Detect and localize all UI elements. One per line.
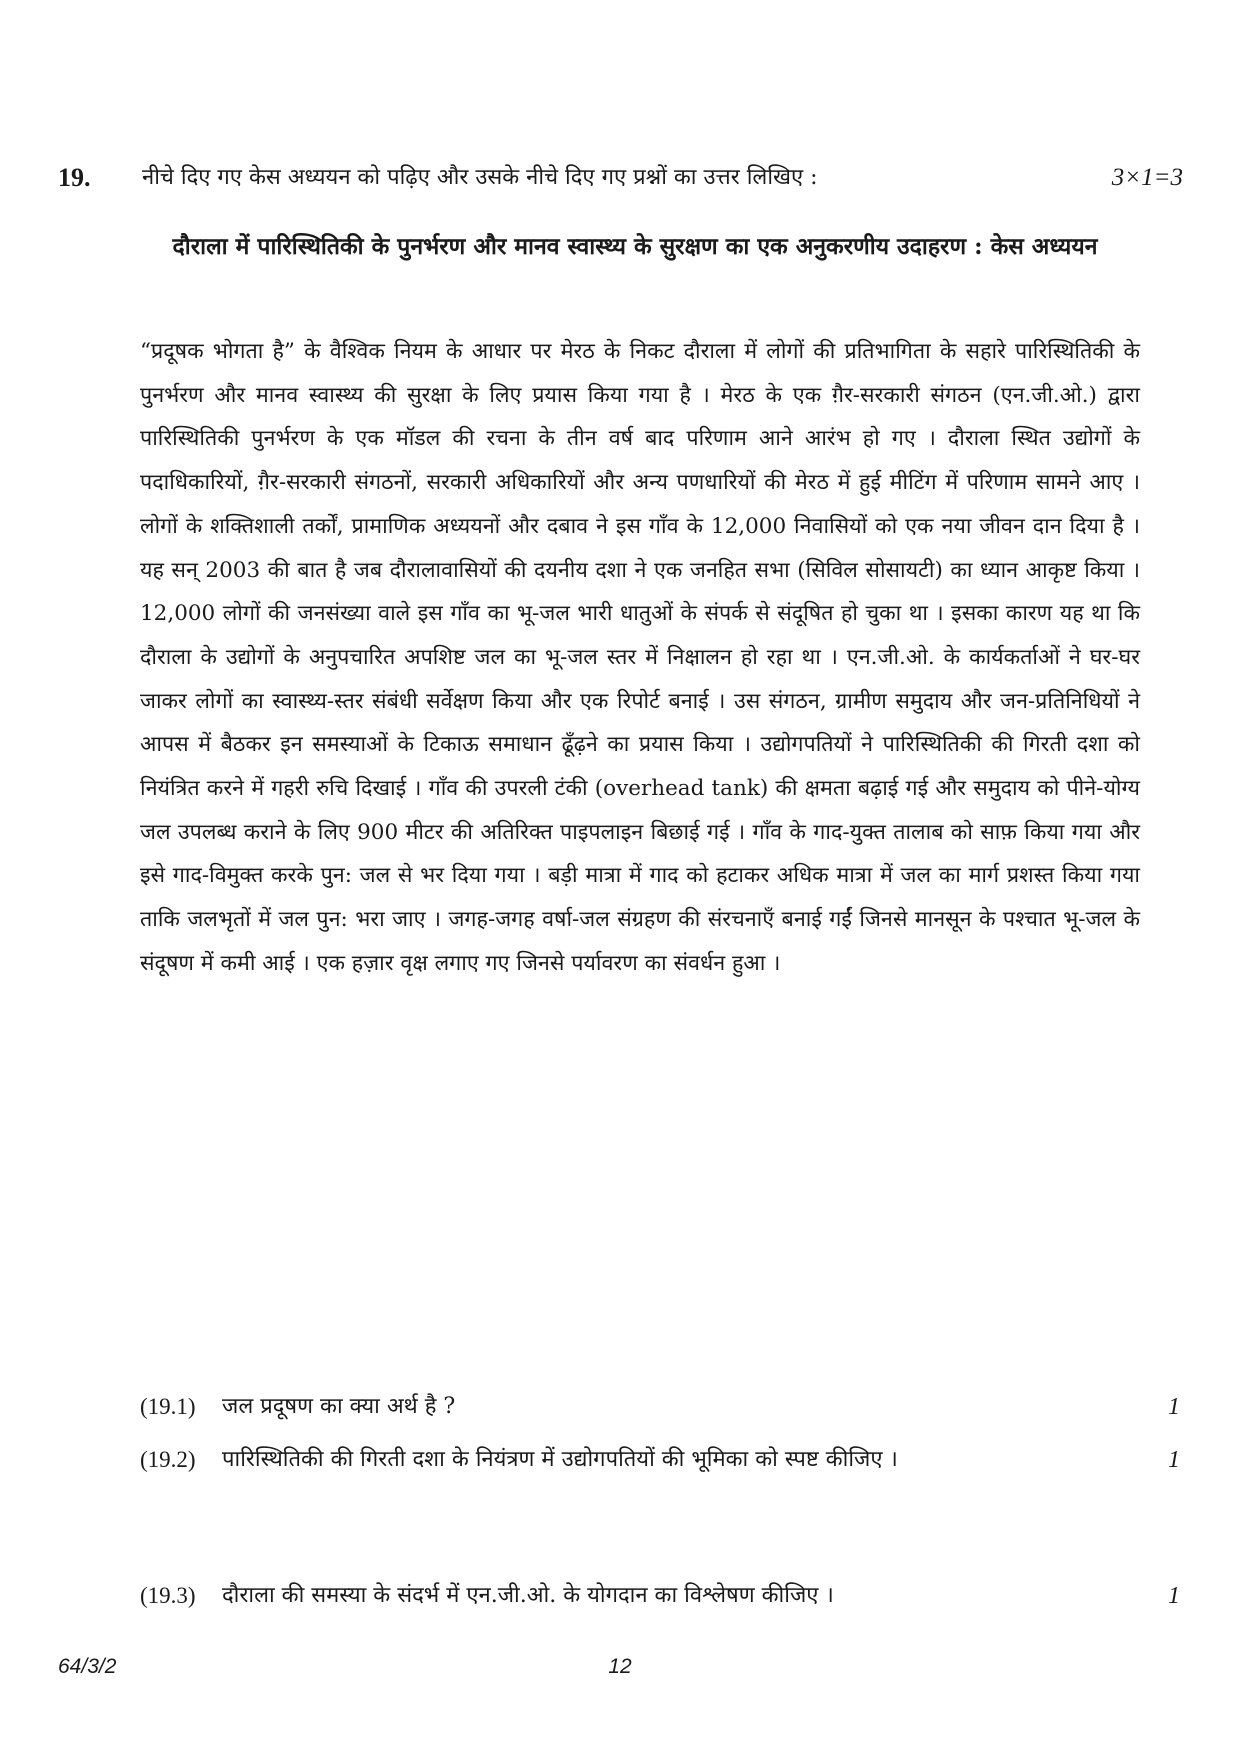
sub-question-number: (19.1): [140, 1394, 196, 1419]
sub-question-2: [140, 1438, 1180, 1482]
paper-code: 64/3/2: [58, 1655, 117, 1678]
sub-question-marks: 1: [1168, 1583, 1180, 1609]
sub-question-1: [140, 1385, 1180, 1429]
sub-question-marks: 1: [1168, 1447, 1180, 1473]
sub-question-marks: 1: [1168, 1394, 1180, 1420]
sub-question-number: (19.3): [140, 1583, 196, 1608]
sub-question-text: दौराला की समस्या के संदर्भ में एन.जी.ओ. के योगदान का विश्लेषण कीजिए ।: [222, 1583, 834, 1608]
sub-question-number: (19.2): [140, 1447, 196, 1472]
question-instruction: नीचे दिए गए केस अध्ययन को पढ़िए और उसके नीचे दिए गए प्रश्नों का उत्तर लिखिए :: [142, 165, 818, 190]
case-study-title: दौराला में पारिस्थितिकी के पुनर्भरण और मानव स्वास्थ्य के सुरक्षण का एक अनुकरणीय उदाहरण : केस अध्ययन: [172, 233, 1098, 260]
case-study-body: “प्रदूषक भोगता है” के वैश्विक नियम के आधार पर मेरठ के निकट दौराला में लोगों की प्रतिभागिता के सहारे पारिस्थितिकी के पुनर्भरण और मानव स्वास्थ्य की सुरक्षा के लिए प्रयास किया गया है । मेरठ के एक ग़ैर-सरकारी संगठन (एन.जी.ओ.) द्वारा पारिस्थितिकी पुनर्भरण के एक मॉडल की रचना के तीन वर्ष बाद परिणाम आने आरंभ हो गए । दौराला स्थित उद्योगों के पदाधिकारियों, ग़ैर-सरकारी संगठनों, सरकारी अधिकारियों और अन्य पणधारियों की मेरठ में हुई मीटिंग में परिणाम सामने आए । लोगों के शक्तिशाली तर्कों, प्रामाणिक अध्ययनों और दबाव ने इस गाँव के 12,000 निवासियों को एक नया जीवन दान दिया है । यह सन् 2003 की बात है जब दौरालावासियों की दयनीय दशा ने एक जनहित सभा (सिविल सोसायटी) का ध्यान आकृष्ट किया । 12,000 लोगों की जनसंख्या वाले इस गाँव का भू-जल भारी धातुओं के संपर्क से संदूषित हो चुका था । इसका कारण यह था कि दौराला के उद्योगों के अनुपचारित अपशिष्ट जल का भू-जल स्तर में निक्षालन हो रहा था । एन.जी.ओ. के कार्यकर्ताओं ने घर-घर जाकर लोगों का स्वास्थ्य-स्तर संबंधी सर्वेक्षण किया और एक रिपोर्ट बनाई । उस संगठन, ग्रामीण समुदाय और जन-प्रतिनिधियों ने आपस में बैठकर इन समस्याओं के टिकाऊ समाधान ढूँढ़ने का प्रयास किया । उद्योगपतियों ने पारिस्थितिकी की गिरती दशा को नियंत्रित करने में गहरी रुचि दिखाई । गाँव की उपरली टंकी (overhead tank) की क्षमता बढ़ाई गई और समुदाय को पीने-योग्य जल उपलब्ध कराने के लिए 900 मीटर की अतिरिक्त पाइपलाइन बिछाई गई । गाँव के गाद-युक्त तालाब को साफ़ किया गया और इसे गाद-विमुक्त करके पुन: जल से भर दिया गया । बड़ी मात्रा में गाद को हटाकर अधिक मात्रा में जल का मार्ग प्रशस्त किया गया ताकि जलभृतों में जल पुन: भरा जाए । जगह-जगह वर्षा-जल संग्रहण की संरचनाएँ बनाई गईं जिनसे मानसून के पश्चात भू-जल के संदूषण में कमी आई । एक हज़ार वृक्ष लगाए गए जिनसे पर्यावरण का संवर्धन हुआ ।: [140, 339, 1140, 976]
page-number: 12: [608, 1655, 632, 1678]
sub-question-3: [140, 1574, 1180, 1618]
sub-question-text: पारिस्थितिकी की गिरती दशा के नियंत्रण में उद्योगपतियों की भूमिका को स्पष्ट कीजिए ।: [222, 1447, 898, 1472]
question-number: 19.: [58, 163, 91, 192]
question-marks: 3×1=3: [1111, 164, 1183, 191]
sub-question-text: जल प्रदूषण का क्या अर्थ है ?: [222, 1394, 456, 1419]
